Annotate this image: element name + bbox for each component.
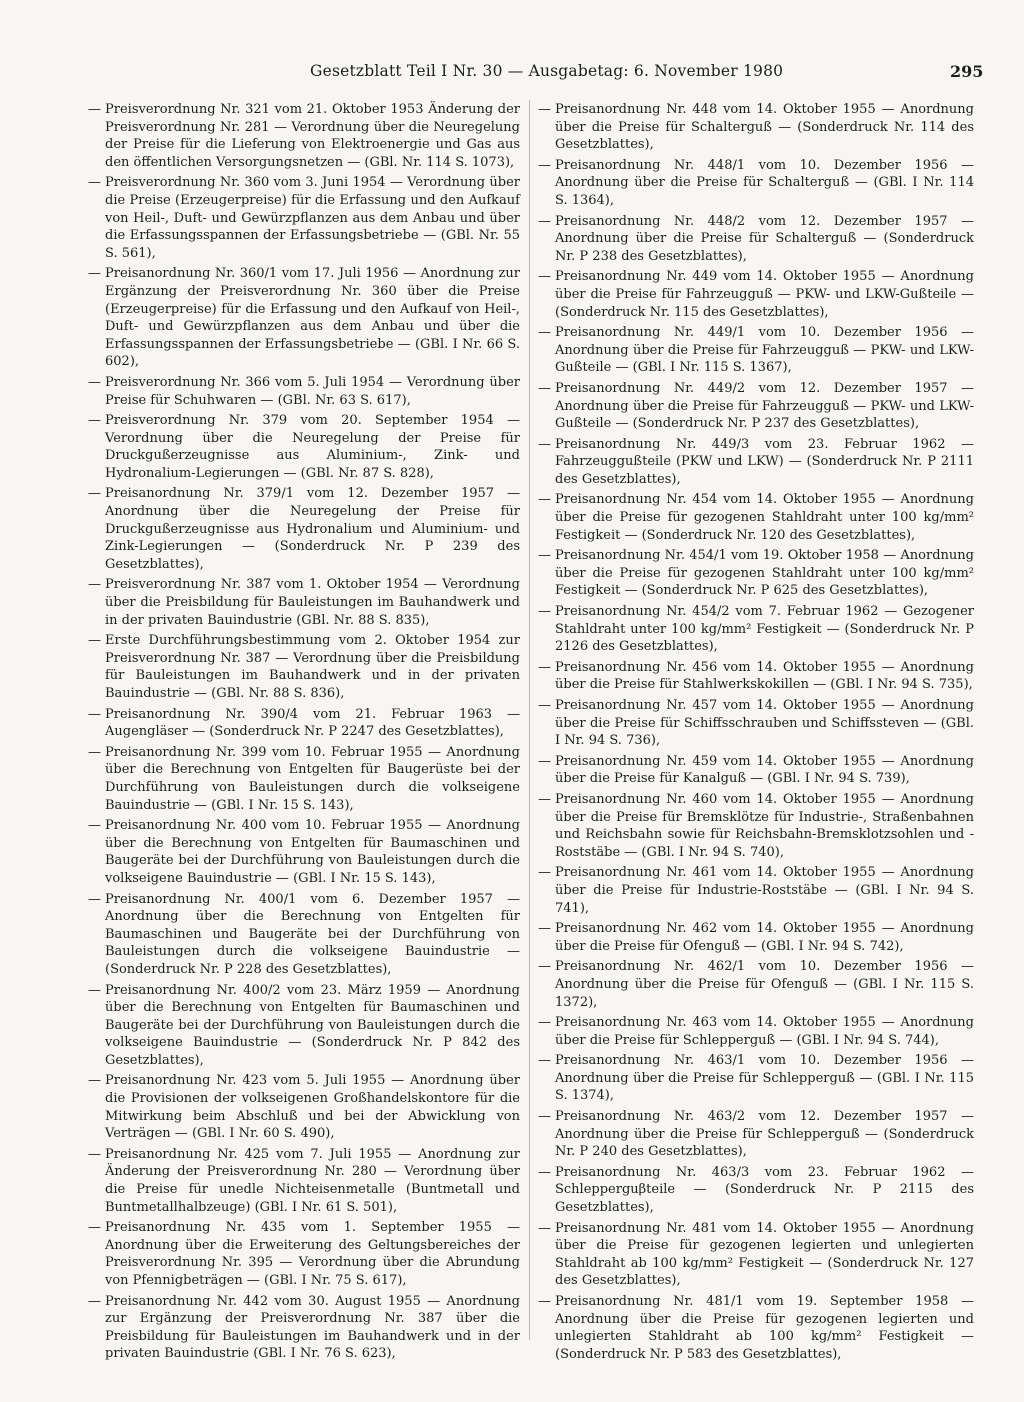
entry-text: Preisanordnung Nr. 456 vom 14. Oktober 1955 — Anordnung über die Preise für Stahlwerkskokillen — (GBl. I Nr. 94 S. 735), (555, 659, 974, 693)
list-item (88, 265, 520, 371)
entry-text: Preisanordnung Nr. 390/4 vom 21. Februar 1963 — Augengläser — (Sonderdruck Nr. P 2247 des Gesetzblattes), (105, 706, 520, 740)
bullet-dash: — (538, 492, 551, 508)
list-item (538, 1164, 974, 1217)
bullet-dash: — (538, 269, 551, 285)
list-item (538, 436, 974, 489)
entry-text: Preisanordnung Nr. 379/1 vom 12. Dezember 1957 — Anordnung über die Neuregelung der Preise für Druckgußerzeugnisse aus Hydronalium und Aluminium- und Zink-Legierungen — (Sonderdruck Nr. P 239 des Gesetzblattes), (105, 486, 520, 572)
bullet-dash: — (88, 266, 101, 282)
entry-text: Preisanordnung Nr. 448 vom 14. Oktober 1955 — Anordnung über die Preise für Schalterguß — (Sonderdruck Nr. 114 des Gesetzblattes), (555, 102, 974, 153)
bullet-dash: — (538, 1015, 551, 1031)
bullet-dash: — (88, 577, 101, 593)
list-item (538, 791, 974, 861)
entry-text: Preisanordnung Nr. 400 vom 10. Februar 1955 — Anordnung über die Berechnung von Entgelten für Baumaschinen und Baugeräte bei der Durchführung von Bauleistungen durch die volkseigene Bauindustrie — (GBl. I Nr. 15 S. 143), (105, 818, 520, 886)
list-item (538, 491, 974, 544)
list-item (88, 982, 520, 1070)
entry-text: Preisanordnung Nr. 463/3 vom 23. Februar 1962 — Schlepperguβteile — (Sonderdruck Nr. P 2115 des Gesetzblattes), (555, 1164, 974, 1216)
list-item (88, 101, 520, 171)
bullet-dash: — (88, 1073, 101, 1089)
entry-text: Preisverordnung Nr. 360 vom 3. Juni 1954 — Verordnung über die Preise (Erzeugerpreise) für die Erfassung und den Aufkauf von Heil-, Duft- und Gewürzpflanzen aus dem Anbau und über die Erfassungsspannen der Erfassungsbetriebe — (GBl. Nr. 55 S. 561), (105, 175, 520, 261)
entry-text: Preisanordnung Nr. 454/1 vom 19. Oktober 1958 — Anordnung über die Preise für gezogenen Stahldraht unter 100 kg/mm² Festigkeit — (Sonderdruck Nr. P 625 des Gesetzblattes), (555, 548, 974, 599)
bullet-dash: — (538, 959, 551, 975)
list-item (538, 1014, 974, 1049)
list-item (88, 706, 520, 741)
bullet-dash: — (88, 744, 101, 760)
bullet-dash: — (538, 921, 551, 937)
bullet-dash: — (538, 698, 551, 713)
entry-text: Preisanordnung Nr. 399 vom 10. Februar 1955 — Anordnung über die Berechnung von Entgelten für Baugerüste bei der Durchführung von Bauleistungen durch die volkseigene Bauindustrie — (GBl. I Nr. 15 S. 143), (105, 744, 520, 813)
list-item (538, 324, 974, 377)
bullet-dash: — (538, 1164, 551, 1180)
entry-text: Preisanordnung Nr. 481 vom 14. Oktober 1955 — Anordnung über die Preise für gezogenen legierten und unlegierten Stahldraht ab 100 kg/mm² Festigkeit — (Sonderdruck Nr. 127 des Gesetzblattes), (555, 1220, 974, 1289)
bullet-dash: — (538, 1053, 551, 1069)
bullet-dash: — (88, 1146, 101, 1162)
bullet-dash: — (88, 1293, 101, 1309)
list-item (538, 697, 974, 750)
entry-text: Preisanordnung Nr. 463/1 vom 10. Dezember 1956 — Anordnung über die Preise für Schlepperguß — (GBl. I Nr. 115 S. 1374), (555, 1053, 974, 1104)
entry-text: Preisverordnung Nr. 321 vom 21. Oktober 1953 Änderung der Preisverordnung Nr. 281 — Verordnung über die Neuregelung der Preise für die Lieferung von Elektroenergie und Gas aus den öffentlichen Versorgungsnetzen — (GBl. Nr. 114 S. 1073), (105, 102, 520, 170)
list-item (88, 744, 520, 814)
bullet-dash: — (538, 325, 551, 341)
list-item (538, 1293, 974, 1363)
bullet-dash: — (88, 633, 101, 649)
list-item (538, 753, 974, 788)
header-title: Gesetzblatt Teil I Nr. 30 — Ausgabetag: 6. November 1980 (310, 62, 784, 80)
bullet-dash: — (88, 413, 101, 429)
list-item (538, 920, 974, 955)
list-item (88, 891, 520, 979)
bullet-dash: — (538, 1220, 551, 1236)
list-item (88, 817, 520, 887)
bullet-dash: — (538, 1294, 551, 1309)
entry-text: Preisanordnung Nr. 448/2 vom 12. Dezember 1957 — Anordnung über die Preise für Schalterguß — (Sonderdruck Nr. P 238 des Gesetzblattes), (555, 213, 974, 264)
list-item (88, 1072, 520, 1142)
entry-text: Preisanordnung Nr. 442 vom 30. August 1955 — Anordnung zur Ergänzung der Preisverordnung Nr. 387 über die Preisbildung für Bauleistungen im Bauhandwerk und in der privaten Bauindustrie (GBl. I Nr. 76 S. 623), (105, 1293, 520, 1362)
bullet-dash: — (88, 102, 101, 117)
entry-text: Preisanordnung Nr. 423 vom 5. Juli 1955 — Anordnung über die Provisionen der volkseigenen Großhandelskontore für die Mitwirkung beim Abschluß und bei der Abwicklung von Verträgen — (GBl. I Nr. 60 S. 490), (105, 1073, 520, 1142)
list-item (538, 1108, 974, 1161)
entry-text: Preisanordnung Nr. 457 vom 14. Oktober 1955 — Anordnung über die Preise für Schiffsschrauben und Schiffssteven — (GBl. I Nr. 94 S. 736), (555, 698, 974, 749)
bullet-dash: — (88, 818, 101, 834)
list-item (88, 374, 520, 409)
entry-text: Preisanordnung Nr. 462 vom 14. Oktober 1955 — Anordnung über die Preise für Ofenguß — (GBl. I Nr. 94 S. 742), (555, 921, 974, 954)
entry-text: Erste Durchführungsbestimmung vom 2. Oktober 1954 zur Preisverordnung Nr. 387 — Verordnung über die Preisbildung für Bauleistungen im Bauhandwerk und in der privaten Bauindustrie — (GBl. Nr. 88 S. 836), (105, 633, 520, 701)
list-item (88, 485, 520, 573)
column-divider (529, 100, 530, 1340)
bullet-dash: — (88, 706, 101, 722)
list-item (538, 213, 974, 266)
list-item (88, 576, 520, 629)
bullet-dash: — (538, 1109, 551, 1125)
bullet-dash: — (88, 175, 101, 191)
entry-text: Preisanordnung Nr. 449 vom 14. Oktober 1955 — Anordnung über die Preise für Fahrzeugguß — PKW- und LKW-Gußteile — (Sonderdruck Nr. 115 des Gesetzblattes), (555, 269, 974, 320)
bullet-dash: — (538, 157, 551, 173)
entry-text: Preisverordnung Nr. 379 vom 20. September 1954 — Verordnung über die Neuregelung der Preise für Druckgußerzeugnisse aus Aluminium-, Zink- und Hydronalium-Legierungen — (GBl. Nr. 87 S. 828), (105, 413, 520, 481)
entry-text: Preisanordnung Nr. 463 vom 14. Oktober 1955 — Anordnung über die Preise für Schlepperguß — (GBl. I Nr. 94 S. 744), (555, 1015, 974, 1048)
entry-text: Preisanordnung Nr. 454/2 vom 7. Februar 1962 — Gezogener Stahldraht unter 100 kg/mm² Festigkeit — (Sonderdruck Nr. P 2126 des Gesetzblattes), (555, 604, 974, 655)
entry-text: Preisanordnung Nr. 481/1 vom 19. September 1958 — Anordnung über die Preise für gezogenen legierten und unlegierten Stahldraht ab 100 kg/mm² Festigkeit — (Sonderdruck Nr. P 583 des Gesetzblattes), (555, 1294, 974, 1362)
list-item (88, 1219, 520, 1289)
bullet-dash: — (538, 604, 551, 620)
list-item (88, 632, 520, 702)
list-item (538, 268, 974, 321)
bullet-dash: — (538, 865, 551, 881)
list-item (88, 1293, 520, 1363)
entry-text: Preisanordnung Nr. 460 vom 14. Oktober 1955 — Anordnung über die Preise für Bremsklötze für Industrie-, Straßenbahnen und Reichsbahn sowie für Reichsbahn-Bremsklotzsohlen und -Roststäbe — (GBl. I Nr. 94 S. 740), (555, 791, 974, 860)
list-item (538, 659, 974, 694)
entry-text: Preisanordnung Nr. 400/2 vom 23. März 1959 — Anordnung über die Berechnung von Entgelten für Baumaschinen und Baugeräte bei der Durchführung von Bauleistungen durch die volkseigene Bauindustrie — (Sonderdruck Nr. P 842 des Gesetzblattes), (105, 982, 520, 1068)
bullet-dash: — (538, 548, 551, 564)
right-column (538, 101, 974, 1366)
list-item (538, 1052, 974, 1105)
list-item (538, 547, 974, 600)
entry-text: Preisanordnung Nr. 449/3 vom 23. Februar 1962 — Fahrzeuggußteile (PKW und LKW) — (Sonderdruck Nr. P 2111 des Gesetzblattes), (555, 436, 974, 487)
list-item (538, 1220, 974, 1290)
list-item (538, 101, 974, 154)
list-item (538, 864, 974, 917)
entry-text: Preisanordnung Nr. 435 vom 1. September 1955 — Anordnung über die Erweiterung des Geltungsbereiches der Preisverordnung Nr. 395 — Verordnung über die Abrundung von Pfennigbeträgen — (GBl. I Nr. 75 S. 617), (105, 1220, 520, 1288)
list-item (88, 174, 520, 262)
list-item (538, 603, 974, 656)
entry-text: Preisanordnung Nr. 449/2 vom 12. Dezember 1957 — Anordnung über die Preise für Fahrzeugguß — PKW- und LKW-Gußteile — (Sonderdruck Nr. P 237 des Gesetzblattes), (555, 380, 974, 432)
entry-text: Preisverordnung Nr. 387 vom 1. Oktober 1954 — Verordnung über die Preisbildung für Bauleistungen im Bauhandwerk und in der privaten Bauindustrie (GBl. Nr. 88 S. 835), (105, 577, 520, 628)
entry-text: Preisanordnung Nr. 425 vom 7. Juli 1955 — Anordnung zur Änderung der Preisverordnung Nr. 280 — Verordnung über die Preise für unedle Nichteisenmetalle (Buntmetall und Buntmetallhalbzeuge) (GBl. I Nr. 61 S. 501), (105, 1146, 520, 1215)
entry-text: Preisanordnung Nr. 360/1 vom 17. Juli 1956 — Anordnung zur Ergänzung der Preisverordnung Nr. 360 über die Preise (Erzeugerpreise) für die Erfassung und den Aufkauf von Heil-, Duft- und Gewürzpflanzen aus dem Anbau und über die Erfassungsspannen der Erfassungsbetriebe — (GBl. I Nr. 66 S. 602), (105, 266, 520, 370)
entry-text: Preisanordnung Nr. 449/1 vom 10. Dezember 1956 — Anordnung über die Preise für Fahrzeugguß — PKW- und LKW-Gußteile — (GBl. I Nr. 115 S. 1367), (555, 325, 974, 376)
bullet-dash: — (88, 374, 101, 390)
list-item (538, 157, 974, 210)
page-number: 295 (950, 62, 984, 81)
entry-text: Preisanordnung Nr. 448/1 vom 10. Dezember 1956 — Anordnung über die Preise für Schalterguß — (GBl. I Nr. 114 S. 1364), (555, 157, 974, 208)
list-item (538, 958, 974, 1011)
page-header (0, 60, 1024, 88)
bullet-dash: — (538, 380, 551, 396)
entry-text: Preisverordnung Nr. 366 vom 5. Juli 1954 — Verordnung über Preise für Schuhwaren — (GBl. Nr. 63 S. 617), (105, 374, 520, 408)
bullet-dash: — (88, 1220, 101, 1236)
bullet-dash: — (538, 659, 551, 675)
list-item (88, 412, 520, 482)
list-item (88, 1146, 520, 1216)
entry-text: Preisanordnung Nr. 461 vom 14. Oktober 1955 — Anordnung über die Preise für Industrie-Roststäbe — (GBl. I Nr. 94 S. 741), (555, 865, 974, 916)
left-column (88, 101, 520, 1366)
entry-text: Preisanordnung Nr. 462/1 vom 10. Dezember 1956 — Anordnung über die Preise für Ofenguß — (GBl. I Nr. 115 S. 1372), (555, 959, 974, 1010)
bullet-dash: — (538, 436, 551, 452)
bullet-dash: — (88, 486, 101, 502)
bullet-dash: — (538, 102, 551, 117)
entry-text: Preisanordnung Nr. 400/1 vom 6. Dezember 1957 — Anordnung über die Berechnung von Entgelten für Baumaschinen und Baugeräte bei der Durchführung von Bauleistungen durch die volkseigene Bauindustrie — (Sonderdruck Nr. P 228 des Gesetzblattes), (105, 891, 520, 977)
bullet-dash: — (88, 891, 101, 907)
entry-text: Preisanordnung Nr. 463/2 vom 12. Dezember 1957 — Anordnung über die Preise für Schlepperguß — (Sonderdruck Nr. P 240 des Gesetzblattes), (555, 1109, 974, 1160)
bullet-dash: — (538, 213, 551, 229)
bullet-dash: — (538, 791, 551, 807)
bullet-dash: — (538, 753, 551, 769)
entry-text: Preisanordnung Nr. 459 vom 14. Oktober 1955 — Anordnung über die Preise für Kanalguß — (GBl. I Nr. 94 S. 739), (555, 753, 974, 787)
entry-text: Preisanordnung Nr. 454 vom 14. Oktober 1955 — Anordnung über die Preise für gezogenen Stahldraht unter 100 kg/mm² Festigkeit — (Sonderdruck Nr. 120 des Gesetzblattes), (555, 492, 974, 543)
list-item (538, 380, 974, 433)
bullet-dash: — (88, 982, 101, 998)
